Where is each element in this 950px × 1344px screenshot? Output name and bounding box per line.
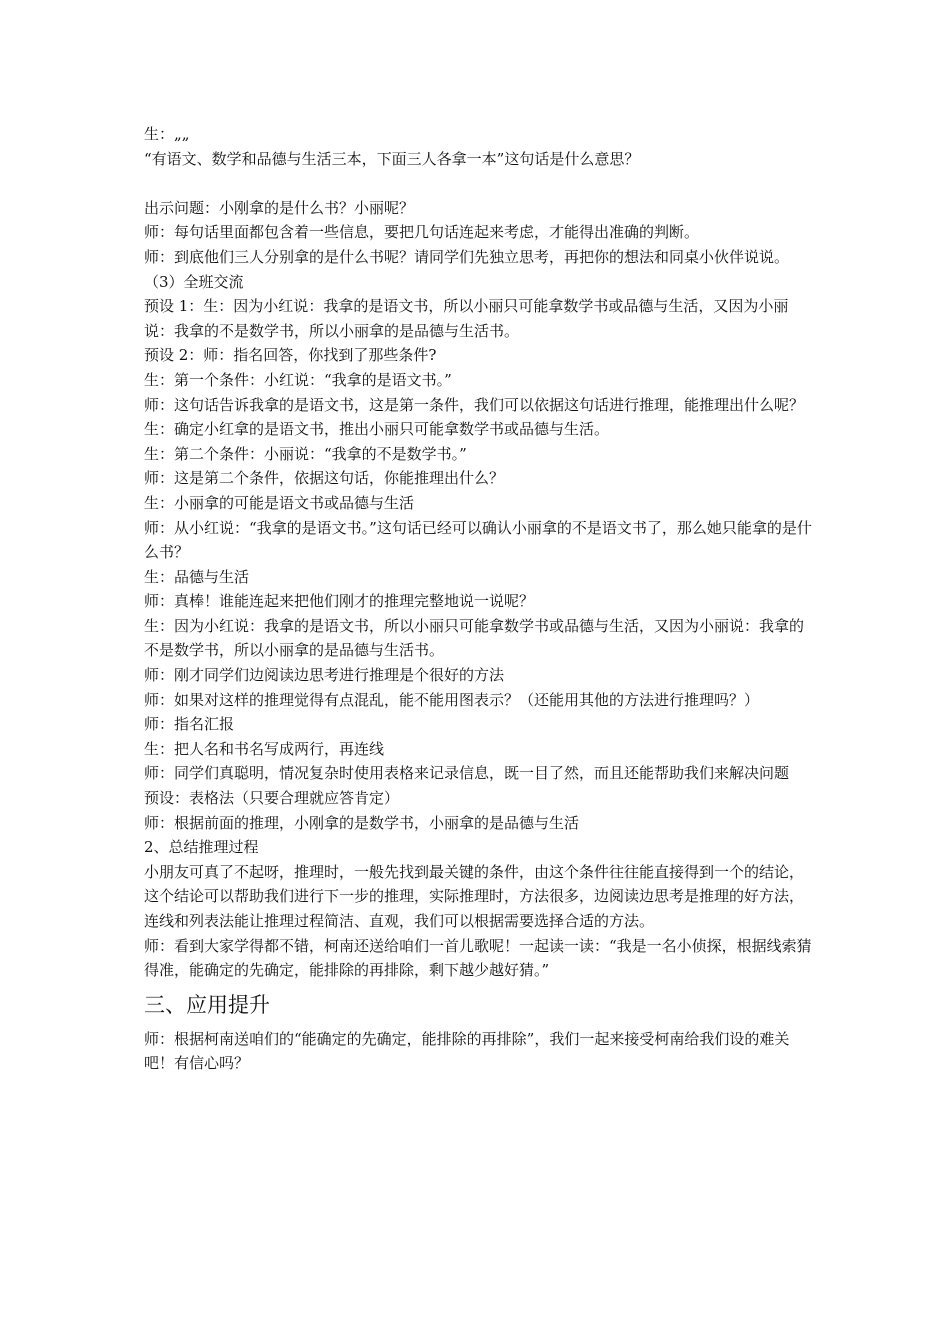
paragraph: 师：同学们真聪明，情况复杂时使用表格来记录信息，既一目了然，而且还能帮助我们来解决问题	[144, 764, 790, 783]
paragraph: 预设：表格法（只要合理就应答肯定）	[144, 789, 400, 808]
paragraph: 师：指名汇报	[144, 715, 235, 734]
paragraph: 师：这是第二个条件，依据这句话，你能推理出什么？	[144, 469, 505, 488]
paragraph: 生：第一个条件：小红说：“我拿的是语文书。”	[144, 370, 452, 389]
paragraph: 师：看到大家学得都不错，柯南还送给咱们一首儿歌呢！一起读一读：“我是一名小侦探，根据线索猜得准，能确定的先确定，能排除的再排除，剩下越少越好猜。”	[144, 936, 812, 980]
document-body	[144, 122, 816, 983]
paragraph: 师：每句话里面都包含着一些信息，要把几句话连起来考虑，才能得出准确的判断。	[144, 223, 700, 242]
paragraph: 生：确定小红拿的是语文书，推出小丽只可能拿数学书或品德与生活。	[144, 420, 610, 439]
document-page	[144, 122, 816, 1076]
paragraph: 师：根据前面的推理，小刚拿的是数学书，小丽拿的是品德与生活	[144, 813, 580, 832]
paragraph: 预设 1：生：因为小红说：我拿的是语文书，所以小丽只可能拿数学书或品德与生活，又因为小丽说：我拿的不是数学书，所以小丽拿的是品德与生活书。	[144, 297, 789, 340]
paragraph: 师：如果对这样的推理觉得有点混乱，能不能用图表示？（还能用其他的方法进行推理吗？）	[144, 690, 760, 709]
paragraph: 生：因为小红说：我拿的是语文书，所以小丽只可能拿数学书或品德与生活，又因为小丽说：我拿的不是数学书，所以小丽拿的是品德与生活书。	[144, 616, 805, 660]
paragraph: 小朋友可真了不起呀，推理时，一般先找到最关键的条件，由这个条件往往能直接得到一个的结论，这个结论可以帮助我们进行下一步的推理，实际推理时，方法很多，边阅读边思考是推理的好方法，连线和列表法能让推理过程简洁、直观，我们可以根据需要选择合适的方法。	[144, 862, 805, 930]
paragraph-after-heading: 师：根据柯南送咱们的“能确定的先确定，能排除的再排除”，我们一起来接受柯南给我们设的难关吧！有信心吗？	[144, 1029, 790, 1073]
paragraph: 生：把人名和书名写成两行，再连线	[144, 739, 385, 758]
paragraph: 2、总结推理过程	[144, 838, 259, 857]
paragraph: 出示问题：小刚拿的是什么书？小丽呢？	[144, 198, 415, 217]
paragraph: 师：从小红说：“我拿的是语文书。”这句话已经可以确认小丽拿的不是语文书了，那么她只能拿的是什么书？	[144, 518, 812, 562]
paragraph: 生：小丽拿的可能是语文书或品德与生活	[144, 493, 415, 512]
paragraph: 师：到底他们三人分别拿的是什么书呢？请同学们先独立思考，再把你的想法和同桌小伙伴说说。	[144, 247, 790, 266]
paragraph: 师：真棒！谁能连起来把他们刚才的推理完整地说一说呢？	[144, 592, 535, 611]
paragraph: 生：„„	[144, 125, 190, 143]
paragraph: 预设 2：师：指名回答，你找到了那些条件?	[144, 346, 437, 365]
paragraph: 师：这句话告诉我拿的是语文书，这是第一条件，我们可以依据这句话进行推理，能推理出什么呢？	[144, 395, 805, 414]
paragraph: 师：刚才同学们边阅读边思考进行推理是个很好的方法	[144, 666, 505, 685]
paragraph: 生：第二个条件：小丽说：“我拿的不是数学书。”	[144, 444, 467, 463]
paragraph: 生：品德与生活	[144, 567, 250, 586]
section-heading: 三、应用提升	[144, 992, 270, 1017]
paragraph: （3）全班交流	[144, 272, 244, 291]
paragraph: “有语文、数学和品德与生活三本，下面三人各拿一本”这句话是什么意思？	[144, 149, 640, 168]
paragraph	[144, 171, 816, 196]
